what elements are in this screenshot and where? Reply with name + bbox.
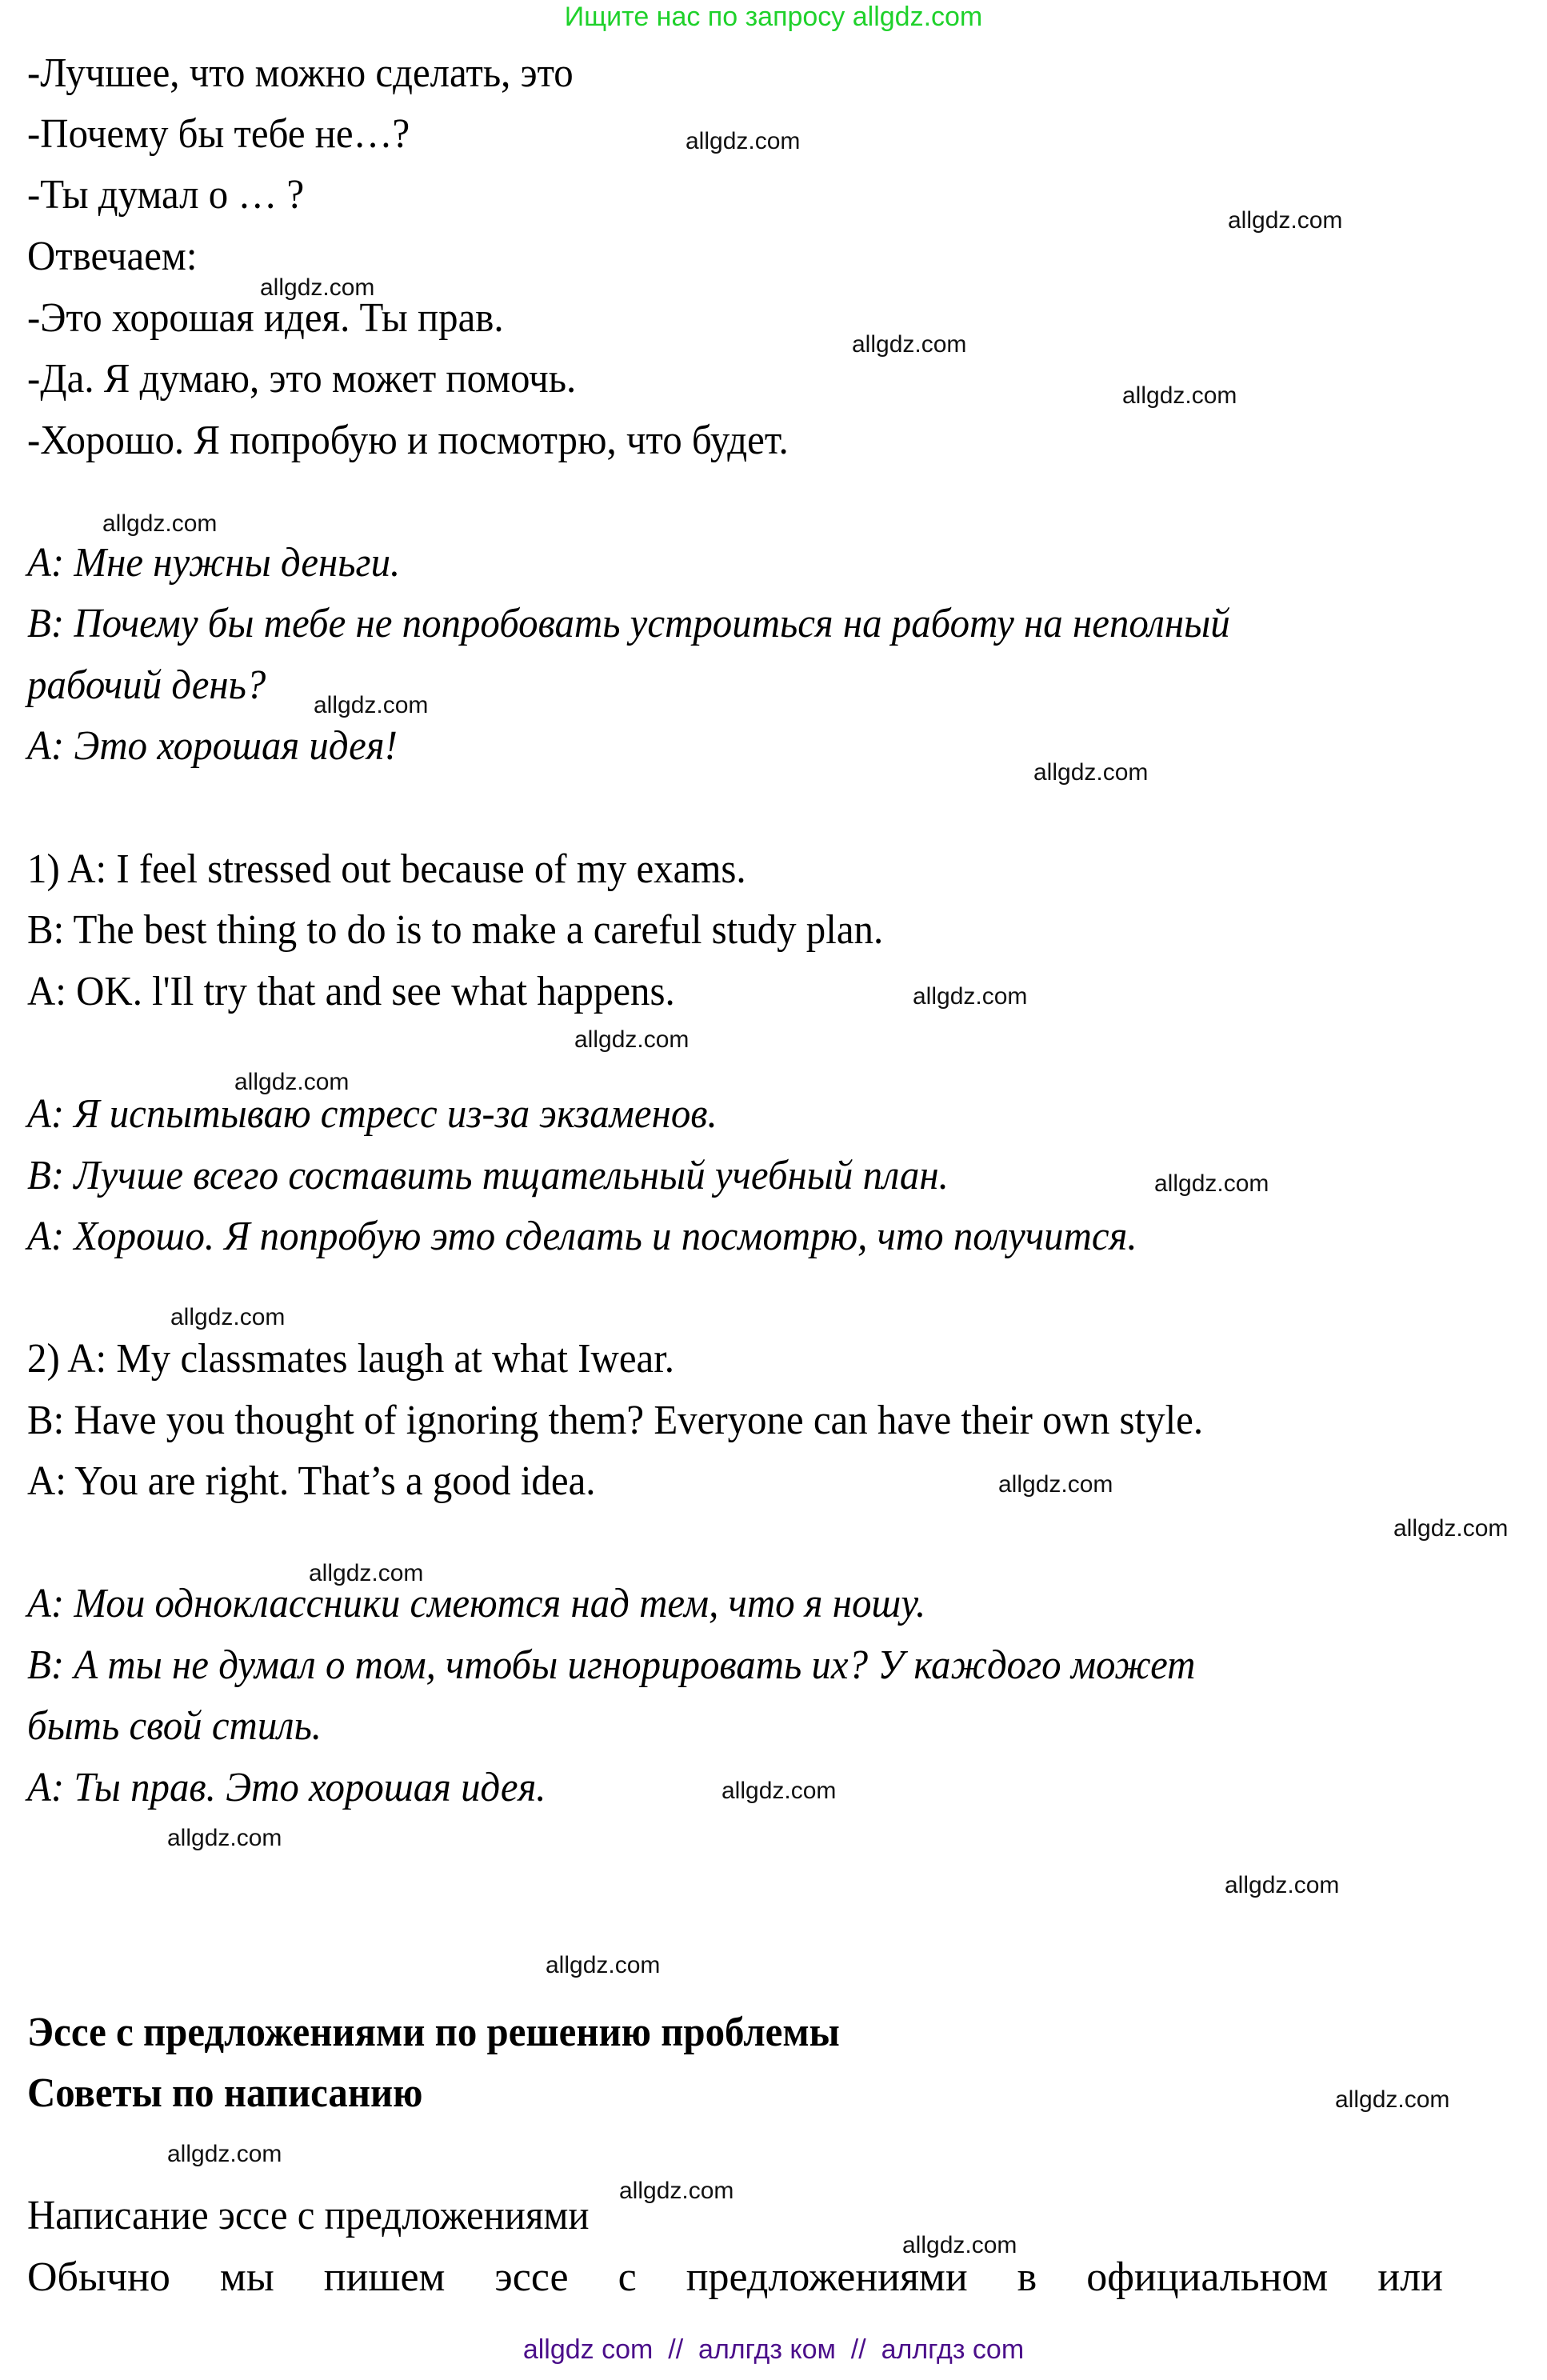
watermark: allgdz.com [546,1952,661,1978]
dialogue2-ru-line: B: А ты не думал о том, чтобы игнорировать их? У каждого может [27,1642,1196,1688]
dialogue2-ru-line: A: Ты прав. Это хорошая идея. [27,1765,546,1810]
watermark: allgdz.com [170,1304,286,1330]
word: Обычно [27,2254,170,2300]
example-line: A: Мне нужны деньги. [27,540,401,586]
word: в [1017,2254,1037,2300]
essay-title: Эссе с предложениями по решению проблемы [27,2010,840,2055]
phrase-line: -Лучшее, что можно сделать, это [27,50,574,96]
dialogue1-en-line: B: The best thing to do is to make a careful study plan. [27,907,884,953]
watermark: allgdz.com [309,1560,424,1586]
watermark: allgdz.com [1225,1872,1340,1898]
word: официальном [1086,2254,1329,2300]
word: предложениями [686,2254,968,2300]
watermark: allgdz.com [574,1026,690,1053]
dialogue1-ru-line: A: Я испытываю стресс из-за экзаменов. [27,1091,718,1137]
watermark: allgdz.com [1393,1515,1509,1542]
dialogue2-ru-line: A: Мои одноклассники смеются над тем, что я ношу. [27,1581,926,1626]
example-line: B: Почему бы тебе не попробовать устроиться на работу на неполный [27,601,1230,646]
watermark: allgdz.com [167,1825,282,1851]
answer-line: -Это хорошая идея. Ты прав. [27,295,504,341]
watermark: allgdz.com [619,2178,734,2204]
word: с [618,2254,637,2300]
watermark: allgdz.com [1335,2086,1450,2113]
essay-section-heading: Написание эссе с предложениями [27,2193,590,2238]
word: пишем [323,2254,446,2300]
answer-line: -Да. Я думаю, это может помочь. [27,356,577,402]
example-line: рабочий день? [27,662,266,708]
watermark: allgdz.com [234,1069,350,1095]
dialogue2-en-line: B: Have you thought of ignoring them? Everyone can have their own style. [27,1398,1204,1443]
watermark: allgdz.com [852,331,967,358]
watermark: allgdz.com [686,128,801,154]
watermark: allgdz.com [913,983,1028,1010]
watermark: allgdz.com [1033,759,1149,786]
search-banner: Ищите нас по запросу allgdz.com [564,2,983,32]
watermark: allgdz.com [902,2232,1017,2258]
watermark: allgdz.com [260,274,375,301]
watermark: allgdz.com [314,692,429,718]
dialogue1-ru-line: B: Лучше всего составить тщательный учебный план. [27,1153,949,1198]
watermark: allgdz.com [722,1778,837,1804]
dialogue1-ru-line: A: Хорошо. Я попробую это сделать и посмотрю, что получится. [27,1214,1137,1259]
phrase-line: -Ты думал о … ? [27,172,305,218]
word: мы [219,2254,274,2300]
phrase-line: -Почему бы тебе не…? [27,111,410,157]
dialogue1-en-line: A: OK. l'Il try that and see what happens. [27,969,675,1014]
dialogue1-en-line: 1) A: I feel stressed out because of my exams. [27,846,746,892]
dialogue2-ru-line: быть свой стиль. [27,1703,322,1749]
dialogue2-en-line: 2) A: My classmates laugh at what Iwear. [27,1336,675,1382]
answer-label: Отвечаем: [27,234,198,279]
essay-subtitle: Советы по написанию [27,2070,423,2116]
word: или [1377,2254,1443,2300]
footer-site-links: allgdz com // аллгдз ком // аллгдз com [522,2334,1025,2365]
watermark: allgdz.com [1122,382,1237,409]
word: эссе [494,2254,569,2300]
watermark: allgdz.com [102,510,218,537]
watermark: allgdz.com [998,1471,1113,1498]
answer-line: -Хорошо. Я попробую и посмотрю, что будет. [27,418,789,463]
dialogue2-en-line: A: You are right. That’s a good idea. [27,1458,596,1504]
watermark: allgdz.com [1228,207,1343,234]
example-line: A: Это хорошая идея! [27,723,398,769]
watermark: allgdz.com [1154,1170,1269,1197]
essay-paragraph-line [27,2254,1443,2300]
watermark: allgdz.com [167,2141,282,2167]
